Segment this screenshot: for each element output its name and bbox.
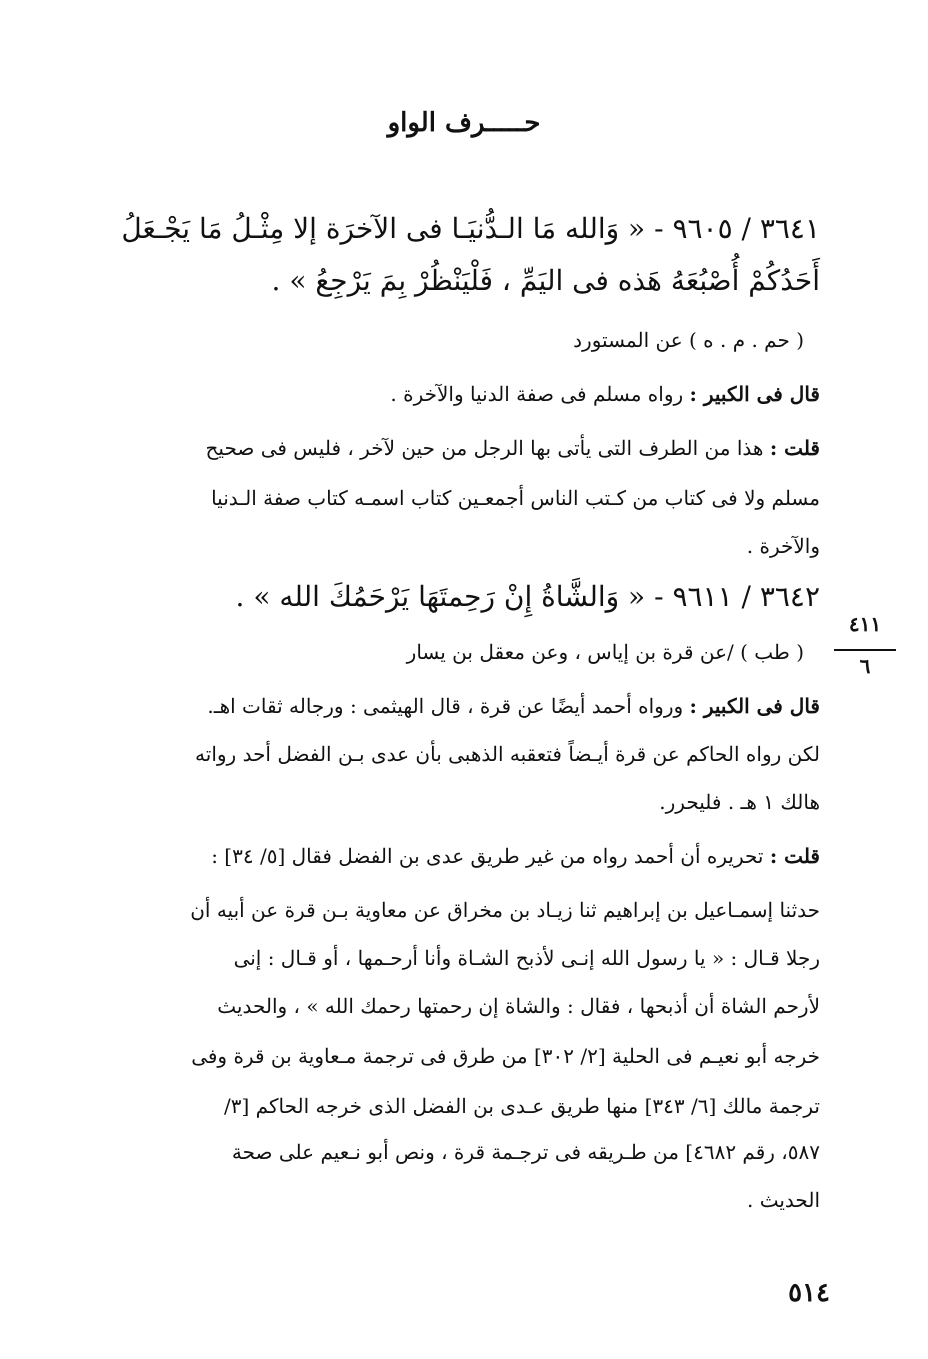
hadith-3642-qultu-line-8: الحديث . xyxy=(747,1188,820,1212)
hadith-3641-kabir-note xyxy=(390,382,820,406)
qultu-text: هذا من الطرف التى يأتى بها الرجل من حين لآخر ، فليس فى صحيح xyxy=(205,436,764,460)
hadith-3642-qultu-line-4: لأرحم الشاة أن أذبحها ، فقال : والشاة إن رحمتها رحمك الله » ، والحديث xyxy=(217,994,820,1018)
hadith-3642-kabir-line-2: لكن رواه الحاكم عن قرة أيـضاً فتعقبه الذهبى بأن عدى بـن الفضل أحد رواته xyxy=(195,742,820,766)
kabir-text: رواه مسلم فى صفة الدنيا والآخرة . xyxy=(390,382,684,406)
hadith-3642-line-1: ٣٦٤٢ / ٩٦١١ - « وَالشَّاةُ إِنْ رَحِمتَهَا يَرْحَمُكَ الله » . xyxy=(235,580,820,613)
hadith-3642-kabir-line-1 xyxy=(207,694,820,718)
kabir-lead: قال فى الكبير : xyxy=(689,382,820,406)
hadith-3642-qultu-line-2: حدثنا إسمـاعيل بن إبراهيم ثنا زيـاد بن مخراق عن معاوية بـن قرة عن أبيه أن xyxy=(190,898,820,922)
margin-reference-bottom: ٦ xyxy=(859,654,871,678)
hadith-3641-line-2: أَحَدُكُمْ أُصْبُعَهُ هَذه فى اليَمِّ ، فَلْيَنْظُرْ بِمَ يَرْجِعُ » . xyxy=(271,264,820,297)
chapter-title: حـــــرف الواو xyxy=(387,108,541,138)
hadith-3641-line-1: ٣٦٤١ / ٩٦٠٥ - « وَالله مَا الـدُّنيَـا فى الآخرَة إلا مِثْـلُ مَا يَجْـعَلُ xyxy=(121,212,820,245)
kabir-text: ورواه أحمد أيضًا عن قرة ، قال الهيثمى : ورجاله ثقات اهـ. xyxy=(207,694,684,718)
hadith-3642-qultu-line-1 xyxy=(211,844,820,868)
hadith-3641-qultu-line-2: مسلم ولا فى كتاب من كـتب الناس أجمعـين كتاب اسمـه كتاب صفة الـدنيا xyxy=(211,486,820,510)
page-number: ٥١٤ xyxy=(788,1278,830,1308)
hadith-3642-qultu-line-5: خرجه أبو نعيـم فى الحلية [٢/ ٣٠٢] من طرق فى ترجمة مـعاوية بن قرة وفى xyxy=(191,1044,820,1068)
hadith-3641-qultu-line-3: والآخرة . xyxy=(746,534,820,558)
qultu-text: تحريره أن أحمد رواه من غير طريق عدى بن الفضل فقال [٥/ ٣٤] : xyxy=(211,844,764,868)
kabir-lead: قال فى الكبير : xyxy=(689,694,820,718)
hadith-3642-qultu-line-6: ترجمة مالك [٦/ ٣٤٣] منها طريق عـدى بن الفضل الذى خرجه الحاكم [٣/ xyxy=(224,1094,820,1118)
margin-reference-divider xyxy=(834,649,896,651)
margin-reference-top: ٤١١ xyxy=(848,612,882,636)
hadith-3642-qultu-line-3: رجلا قـال : « يا رسول الله إنـى لأذبح الشـاة وأنا أرحـمها ، أو قـال : إنى xyxy=(233,946,820,970)
hadith-3641-source: ( حم . م . ه ) عن المستورد xyxy=(573,328,804,352)
qultu-lead: قلت : xyxy=(769,436,820,460)
qultu-lead: قلت : xyxy=(769,844,820,868)
hadith-3642-source: ( طب ) /عن قرة بن إياس ، وعن معقل بن يسار xyxy=(406,640,804,664)
hadith-3642-qultu-line-7: ٥٨٧، رقم ٤٦٨٢] من طـريقه فى ترجـمة قرة ، ونص أبو نـعيم على صحة xyxy=(231,1140,820,1164)
hadith-3642-kabir-line-3: هالك ١ هـ . فليحرر. xyxy=(659,790,820,814)
hadith-3641-qultu-line-1 xyxy=(206,436,820,460)
